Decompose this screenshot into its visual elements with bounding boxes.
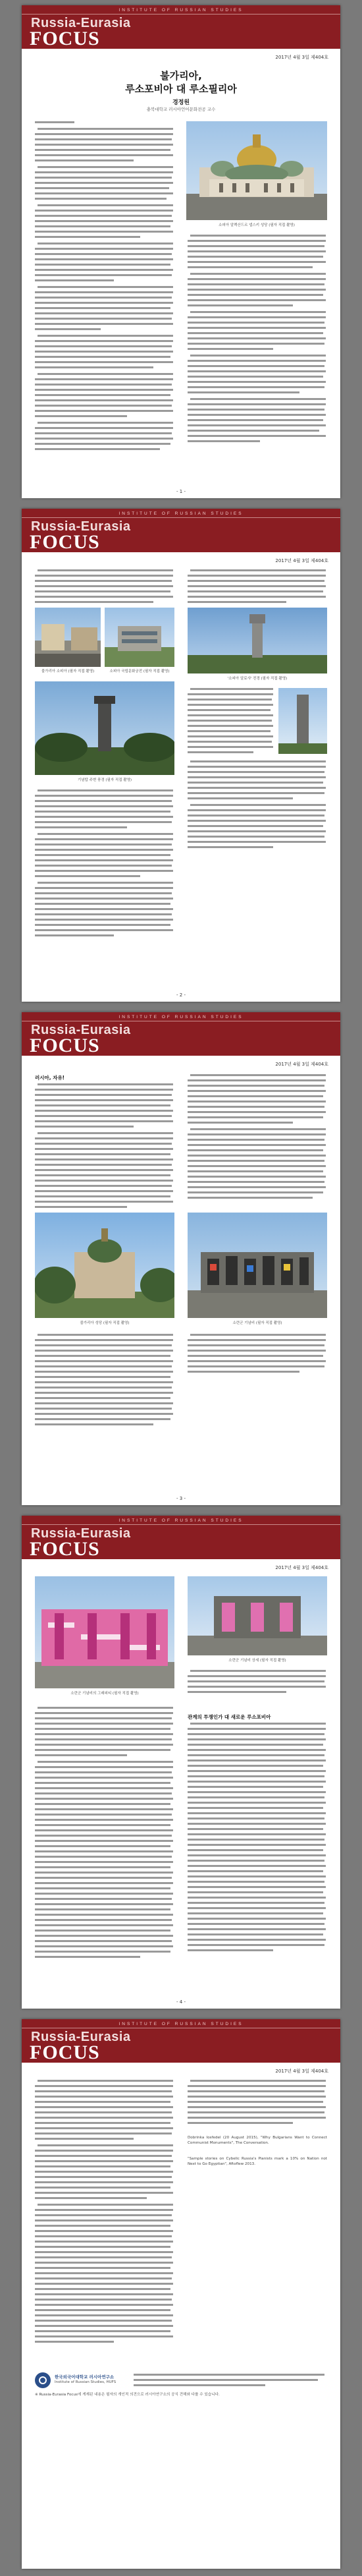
page-number: - 3 -: [176, 1496, 186, 1501]
logo-subtitle: Institute of Russian Studies, HUFS: [55, 2380, 116, 2384]
body-text-right-top: [188, 1074, 327, 1226]
article-title-line2: 루소포비아 대 루소필리아: [125, 83, 237, 95]
photo-caption: '소피아 알료샤' 전경 (필자 직접 촬영): [227, 677, 288, 681]
monument-detail-photo: [188, 1576, 327, 1655]
banner-title-line2: FOCUS: [30, 1538, 100, 1560]
institute-name: INSTITUTE OF RUSSIAN STUDIES: [118, 2022, 244, 2026]
photo-caption: 소련군 기념비 상세 (필자 직접 촬영): [228, 1659, 286, 1663]
header-banner: [22, 509, 340, 552]
banner-title-line1: Russia-Eurasia: [31, 1526, 131, 1541]
banner-title-line1: Russia-Eurasia: [31, 2030, 131, 2044]
footnote-1: Dobrinka Iosfedel (20 August 2015), "Why Bulgarians Want to Connect Communist Monuments", The Conversation.: [188, 2136, 327, 2145]
header-banner: [22, 5, 340, 49]
photo-caption: 소피아 알렉산드르 넵스키 성당 (필자 직접 촬영): [219, 223, 295, 227]
photo-caption: 불가리아 성당 (필자 직접 촬영): [80, 1321, 130, 1325]
page-number: - 2 -: [176, 992, 186, 998]
disclaimer: ※ Russia-Eurasia Focus에 게재된 내용은 필자의 개인적 의견으로 러시아연구소의 공식 견해와 다를 수 있습니다.: [35, 2393, 220, 2397]
issue-date: 2017년 4월 3일 제404호: [275, 2069, 328, 2074]
issue-date: 2017년 4월 3일 제404호: [275, 1062, 328, 1067]
cathedral-photo: [186, 121, 327, 220]
church-photo: [35, 1213, 174, 1318]
header-banner: [22, 2019, 340, 2063]
page-number: - 1 -: [176, 489, 186, 494]
contact-info: [134, 2372, 327, 2388]
graffiti-monument-photo: [35, 1576, 174, 1688]
institute-name: INSTITUTE OF RUSSIAN STUDIES: [118, 511, 244, 516]
banner-title-line2: FOCUS: [30, 531, 100, 553]
body-text-right-bottom: [188, 1334, 327, 1466]
monument-photo-large: [35, 681, 174, 775]
banner-title-line1: Russia-Eurasia: [31, 519, 131, 534]
photo-caption: 소련군 기념비 (필자 직접 촬영): [232, 1321, 282, 1325]
section-heading: 러시아, 자유!: [35, 1075, 65, 1081]
culture-palace-photo: [105, 608, 174, 667]
photo-caption: 소피아 국립문화궁전 (필자 직접 촬영): [109, 670, 170, 673]
institute-logo: [35, 2372, 51, 2388]
body-text-right-bottom: [188, 1723, 327, 1973]
page-number: - 4 -: [176, 1999, 186, 2005]
institute-name: INSTITUTE OF RUSSIAN STUDIES: [118, 8, 244, 13]
institute-name: INSTITUTE OF RUSSIAN STUDIES: [118, 1518, 244, 1523]
body-text-right-column: [188, 2080, 327, 2159]
sofia-street-photo: [35, 608, 101, 667]
body-text-left-column: [35, 121, 174, 457]
photo-caption: 기념탑 주변 풍경 (필자 직접 촬영): [77, 778, 132, 782]
banner-title-line1: Russia-Eurasia: [31, 1023, 131, 1037]
soviet-monument-photo: [188, 1213, 327, 1318]
document-page-5: [22, 2019, 340, 2569]
banner-title-line2: FOCUS: [30, 2042, 100, 2063]
document-page-2: [22, 509, 340, 1002]
emblem-icon: [39, 2376, 47, 2384]
banner-title-line1: Russia-Eurasia: [31, 16, 131, 30]
document-page-1: [22, 5, 340, 498]
issue-date: 2017년 4월 3일 제404호: [275, 558, 328, 563]
photo-caption: 불가리아 소피아 (필자 직접 촬영): [41, 670, 95, 673]
article-title-line1: 불가리아,: [160, 70, 202, 82]
institute-name: INSTITUTE OF RUSSIAN STUDIES: [118, 1015, 244, 1019]
issue-date: 2017년 4월 3일 제404호: [275, 55, 328, 60]
body-text-right-top: [188, 1670, 327, 1709]
photo-caption: 소련군 기념비의 그래피티 (필자 직접 촬영): [70, 1692, 139, 1696]
document-page-4: [22, 1516, 340, 2009]
section-heading: 관계의 투쟁인가 대 새로운 루소포비아: [188, 1714, 271, 1720]
body-text-left-bottom: [35, 789, 174, 974]
body-text-right-bottom: [188, 688, 327, 965]
header-banner: [22, 1516, 340, 1559]
author-affiliation: 충북대학교 러시아언어문화전공 교수: [146, 107, 216, 112]
header-banner: [22, 1012, 340, 1056]
body-text-right-column: [188, 235, 327, 459]
body-text-left-column: [35, 2080, 174, 2363]
body-text-left-bottom: [35, 1707, 174, 1970]
footnote-2: "Sample stories on Cybelic Russia's Pianists mark a 10% on Nation not Next to Go Egyptian", Aftoflew 2013.: [188, 2157, 327, 2166]
logo-name: 한국외국어대학교 러시아연구소: [55, 2374, 115, 2380]
author-name: 경정원: [172, 100, 190, 106]
body-text-left-bottom: [35, 1334, 174, 1466]
banner-title-line2: FOCUS: [30, 28, 100, 49]
banner-title-line2: FOCUS: [30, 1035, 100, 1056]
document-page-3: [22, 1012, 340, 1505]
issue-date: 2017년 4월 3일 제404호: [275, 1565, 328, 1570]
alyosha-monument-photo: [188, 608, 327, 673]
